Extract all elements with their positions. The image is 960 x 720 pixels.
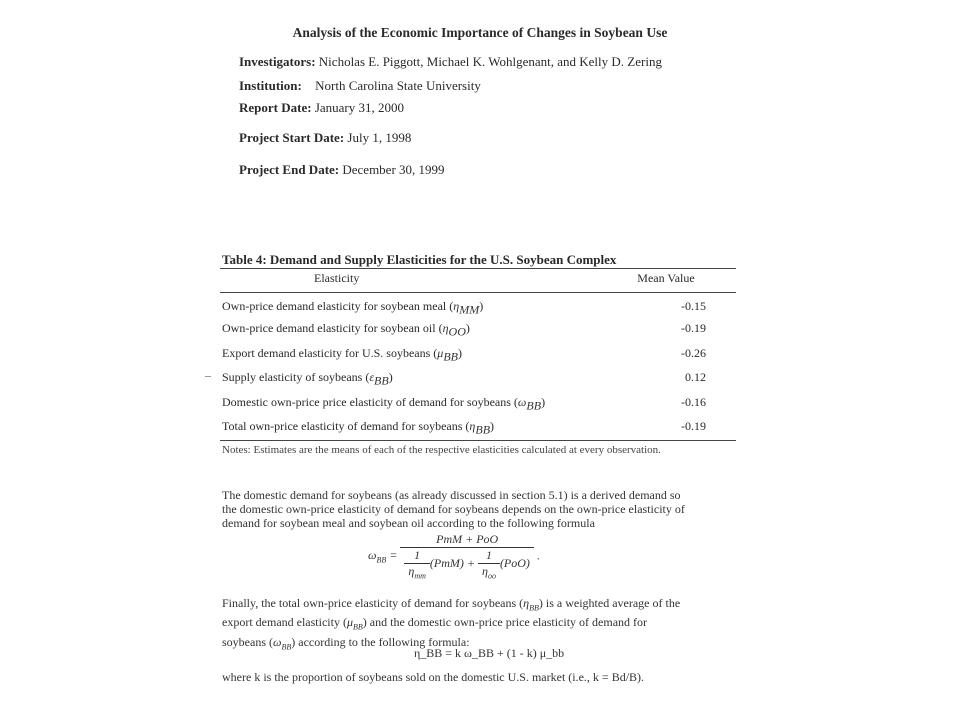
table-title: Table 4: Demand and Supply Elasticities for the U.S. Soybean Complex <box>222 252 617 267</box>
document-title: Analysis of the Economic Importance of Changes in Soybean Use <box>292 25 668 40</box>
report-date-label: Report Date: <box>239 100 312 115</box>
report-date-value: January 31, 2000 <box>314 100 404 115</box>
paragraph-domestic-demand: The domestic demand for soybeans (as already discussed in section 5.1) is a derived demand so the domestic own-price elasticity of demand for soybeans depends on the own-price elasticity of demand for soybean meal and soybean oil according to the following formula <box>222 488 685 530</box>
header-elasticity: Elasticity <box>314 271 360 285</box>
paragraph-total-elasticity: Finally, the total own-price elasticity of demand for soybeans $(\eta_{BB})$ is a weighted average of the export demand elasticity $(\mu_{BB})$ and the domestic own-price price elasticity of demand for soybeans $(\omega_{BB})$ according to the following formula: <box>222 596 681 652</box>
row-value: -0.15 <box>681 299 706 313</box>
table-bottom-rule <box>220 440 736 441</box>
row-value: -0.19 <box>681 321 706 335</box>
end-date-label: Project End Date: <box>239 162 340 177</box>
table-top-rule <box>220 268 736 269</box>
formula-total-elasticity: η_BB = k ω_BB + (1 - k) μ_bb <box>414 646 565 660</box>
start-date-label: Project Start Date: <box>239 130 345 145</box>
start-date-value: July 1, 1998 <box>347 130 412 145</box>
institution-line <box>239 78 481 94</box>
investigators-line <box>239 54 662 70</box>
investigators-label: Investigators: <box>239 54 316 69</box>
end-date-line <box>239 162 445 178</box>
table-header-rule <box>220 292 736 293</box>
institution-value: North Carolina State University <box>315 78 481 93</box>
margin-mark: – <box>205 368 211 382</box>
header-mean-value: Mean Value <box>637 271 695 285</box>
row-value: 0.12 <box>685 370 706 384</box>
row-value: -0.26 <box>681 346 706 360</box>
investigators-value: Nicholas E. Piggott, Michael K. Wohlgenant, and Kelly D. Zering <box>318 54 662 69</box>
paragraph-k-definition: where k is the proportion of soybeans sold on the domestic U.S. market (i.e., k = Bd/B). <box>222 670 645 684</box>
formula-domestic-elasticity: $\omega_{BB}$ = PmM + PoO $\frac{1}{\eta_{mm}}$ (PmM) + $\frac{1}{\eta_{oo}}$ (PoO) . <box>368 532 540 581</box>
institution-label: Institution: <box>239 78 302 93</box>
start-date-line <box>239 130 411 146</box>
row-value: -0.16 <box>681 395 706 409</box>
row-value: -0.19 <box>681 419 706 433</box>
report-date-line <box>239 100 404 116</box>
end-date-value: December 30, 1999 <box>342 162 445 177</box>
table-notes: Notes: Estimates are the means of each of the respective elasticities calculated at every observation. <box>222 444 661 456</box>
